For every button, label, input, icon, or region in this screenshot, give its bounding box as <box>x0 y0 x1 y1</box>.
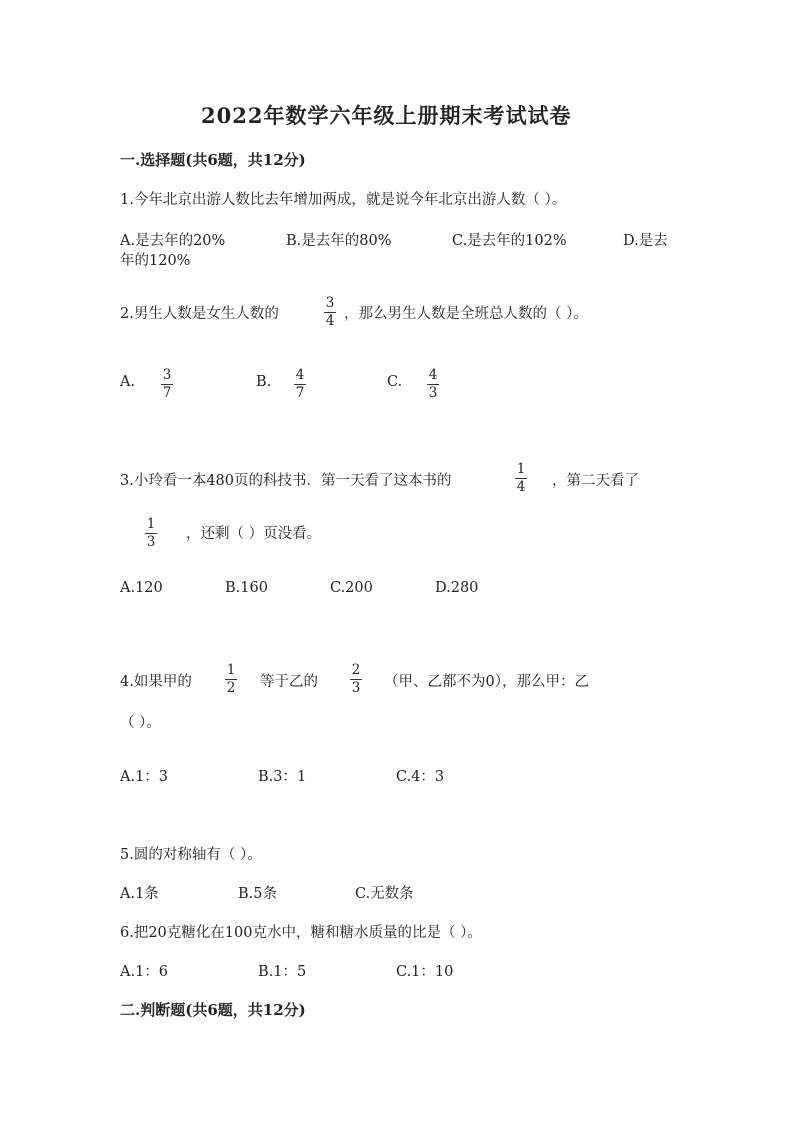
question-4-option-c: C.4：3 <box>396 769 445 785</box>
fraction-denominator: 7 <box>162 385 172 401</box>
question-1-option-b: B.是去年的80% <box>286 233 392 249</box>
question-6-option-b: B.1：5 <box>258 964 307 980</box>
question-3-fraction-2 <box>143 517 159 550</box>
question-3-option-d: D.280 <box>435 580 479 596</box>
question-2-option-b-fraction <box>292 368 308 401</box>
question-3-stem-c: ，还剩（ ）页没看。 <box>186 526 322 542</box>
question-2-option-b-label: B. <box>256 374 272 390</box>
question-1-option-c: C.是去年的102% <box>452 233 567 249</box>
fraction-denominator: 4 <box>325 313 335 329</box>
section-heading-choice: 一.选择题(共6题，共12分) <box>120 151 306 169</box>
question-3-option-b: B.160 <box>225 580 268 596</box>
question-3-fraction-1 <box>513 462 529 495</box>
question-1-option-d: D.是去 <box>623 233 668 249</box>
question-2-option-a-label: A. <box>120 374 136 390</box>
fraction-numerator: 4 <box>428 367 438 383</box>
question-5-stem: 5.圆的对称轴有（ ）。 <box>120 847 262 863</box>
question-5-option-b: B.5条 <box>238 886 277 902</box>
question-3-stem-b: ，第二天看了 <box>552 473 639 489</box>
fraction-numerator: 2 <box>351 662 361 678</box>
fraction-denominator: 3 <box>146 534 156 550</box>
fraction-numerator: 1 <box>146 516 156 532</box>
question-2-option-c-label: C. <box>387 374 403 390</box>
question-3-option-a: A.120 <box>120 580 163 596</box>
question-4-option-a: A.1：3 <box>120 769 169 785</box>
fraction-numerator: 3 <box>162 367 172 383</box>
fraction-numerator: 4 <box>295 367 305 383</box>
page-title: 2022年数学六年级上册期末考试试卷 <box>201 103 572 128</box>
question-3-option-c: C.200 <box>330 580 373 596</box>
fraction-denominator: 3 <box>428 385 438 401</box>
question-2-option-c-fraction <box>425 368 441 401</box>
fraction-numerator: 1 <box>516 461 526 477</box>
question-3-stem-a: 3.小玲看一本480页的科技书．第一天看了这本书的 <box>120 473 452 489</box>
question-2-option-a-fraction <box>159 368 175 401</box>
question-5-option-c: C.无数条 <box>355 886 414 902</box>
fraction-denominator: 4 <box>516 479 526 495</box>
question-1-stem: 1.今年北京出游人数比去年增加两成，就是说今年北京出游人数（ ）。 <box>120 192 567 208</box>
question-2-stem-b: ，那么男生人数是全班总人数的（ ）。 <box>344 306 588 322</box>
question-6-option-a: A.1：6 <box>120 964 169 980</box>
question-2-stem-a: 2.男生人数是女生人数的 <box>120 306 279 322</box>
question-1-option-d-cont: 年的120% <box>120 253 191 269</box>
question-4-stem-b: 等于乙的 <box>260 674 318 690</box>
question-6-stem: 6.把20克糖化在100克水中，糖和糖水质量的比是（ ）。 <box>120 925 482 941</box>
question-4-fraction-2 <box>348 663 364 696</box>
question-4-stem-c: （甲、乙都不为0），那么甲：乙 <box>384 674 589 690</box>
question-4-stem-a: 4.如果甲的 <box>120 674 192 690</box>
question-6-option-c: C.1：10 <box>396 964 454 980</box>
fraction-denominator: 2 <box>226 680 236 696</box>
section-heading-judgement: 二.判断题(共6题，共12分) <box>120 1001 306 1019</box>
question-2-fraction <box>322 296 338 329</box>
fraction-numerator: 3 <box>325 295 335 311</box>
question-5-option-a: A.1条 <box>120 886 159 902</box>
fraction-denominator: 7 <box>295 385 305 401</box>
question-4-option-b: B.3：1 <box>258 769 307 785</box>
question-4-stem-d: （ ）。 <box>120 715 161 731</box>
question-1-option-a: A.是去年的20% <box>120 233 226 249</box>
fraction-denominator: 3 <box>351 680 361 696</box>
question-4-fraction-1 <box>223 663 239 696</box>
fraction-numerator: 1 <box>226 662 236 678</box>
